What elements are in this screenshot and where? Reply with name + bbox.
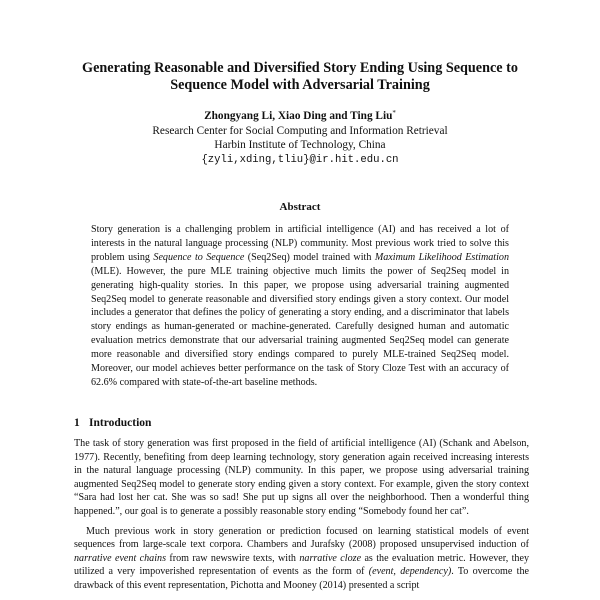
intro-term-event-chains: narrative event chains <box>74 552 166 564</box>
abstract-term-mle: Maximum Likelihood Estimation <box>374 251 509 263</box>
intro-p2-text-b: from raw newswire texts, with <box>166 552 300 564</box>
abstract-term-seq2seq: Sequence to Sequence <box>153 251 245 263</box>
paper-title <box>60 60 540 94</box>
intro-p2-text-d: . To overcome the drawback of this event representation, Pichotta and Mooney (2014) presented a script <box>74 566 529 591</box>
intro-paragraph-2 <box>74 525 529 593</box>
intro-term-narrative-cloze: narrative cloze <box>299 552 362 564</box>
author-email: {zyli,xding,tliu}@ir.hit.edu.cn <box>201 153 399 166</box>
title-line-1: Generating Reasonable and Diversified Story Ending Using Sequence to <box>82 60 518 76</box>
intro-term-event-dependency: (event, dependency) <box>368 566 452 578</box>
author-names-row <box>60 109 540 124</box>
corresponding-author-mark: * <box>392 109 396 117</box>
intro-p2-text-c: as the evaluation metric. However, they utilized a very impoverished representation of events as the form of <box>74 552 529 578</box>
section-number: 1 <box>74 417 80 429</box>
author-names: Zhongyang Li, Xiao Ding and Ting Liu <box>204 110 393 122</box>
abstract-text-1: Story generation is a challenging problem in artificial intelligence (AI) and has received a lot of interests in the natural language processing (NLP) community. Most previous work tried to solve this problem using <box>91 224 509 263</box>
intro-paragraph-1: The task of story generation was first proposed in the field of artificial intelligence (AI) (Schank and Abelson, 1977). Recently, benefiting from deep learning technology, story generation again received increasing interests in the natural language processing (NLP) community. In this paper, we propose using adversarial training augmented Seq2Seq model to generate story ending given a story context. For example, given the story context “Sara had lost her cat. She was so sad! She put up signs all over the neighborhood. Then a wonderful thing happened.”, our goal is to generate a possibly reasonable story ending “Somebody found her cat”. <box>74 438 529 517</box>
abstract-text-2: (Seq2Seq) model trained with <box>244 251 375 263</box>
abstract-text-3: (MLE). However, the pure MLE training objective much limits the power of Seq2Seq model in generating high-quality stories. In this paper, we propose using adversarial training augmented Seq2Seq model to generate reasonable and diversified story endings given a story context. Our model includes a generator that defines the policy of generating a story ending, and a discriminator that labels story endings as human-generated or machine-generated. Carefully designed human and automatic evaluation metrics demonstrate that our adversarial training augmented Seq2Seq model can generate more reasonable and diversified story endings compared to purely MLE-trained Seq2Seq model. Moreover, our model achieves better performance on the task of Story Cloze Test with an accuracy of 62.6% compared with state-of-the-art baseline methods. <box>91 265 509 388</box>
abstract-heading: Abstract <box>279 201 321 213</box>
affiliation-line-2: Harbin Institute of Technology, China <box>214 139 386 151</box>
affiliation-line-1: Research Center for Social Computing and Information Retrieval <box>152 124 448 137</box>
section-title: Introduction <box>89 417 152 429</box>
author-block <box>60 109 540 167</box>
title-line-2: Sequence Model with Adversarial Training <box>170 77 430 93</box>
section-heading-introduction <box>74 416 534 430</box>
introduction-body <box>74 437 529 593</box>
intro-p2-text-a: Much previous work in story generation or prediction focused on learning statistical models of event sequences from large-scale text corpora. Chambers and Jurafsky (2008) proposed unsupervised induction of <box>74 525 529 551</box>
abstract-body <box>91 223 509 390</box>
